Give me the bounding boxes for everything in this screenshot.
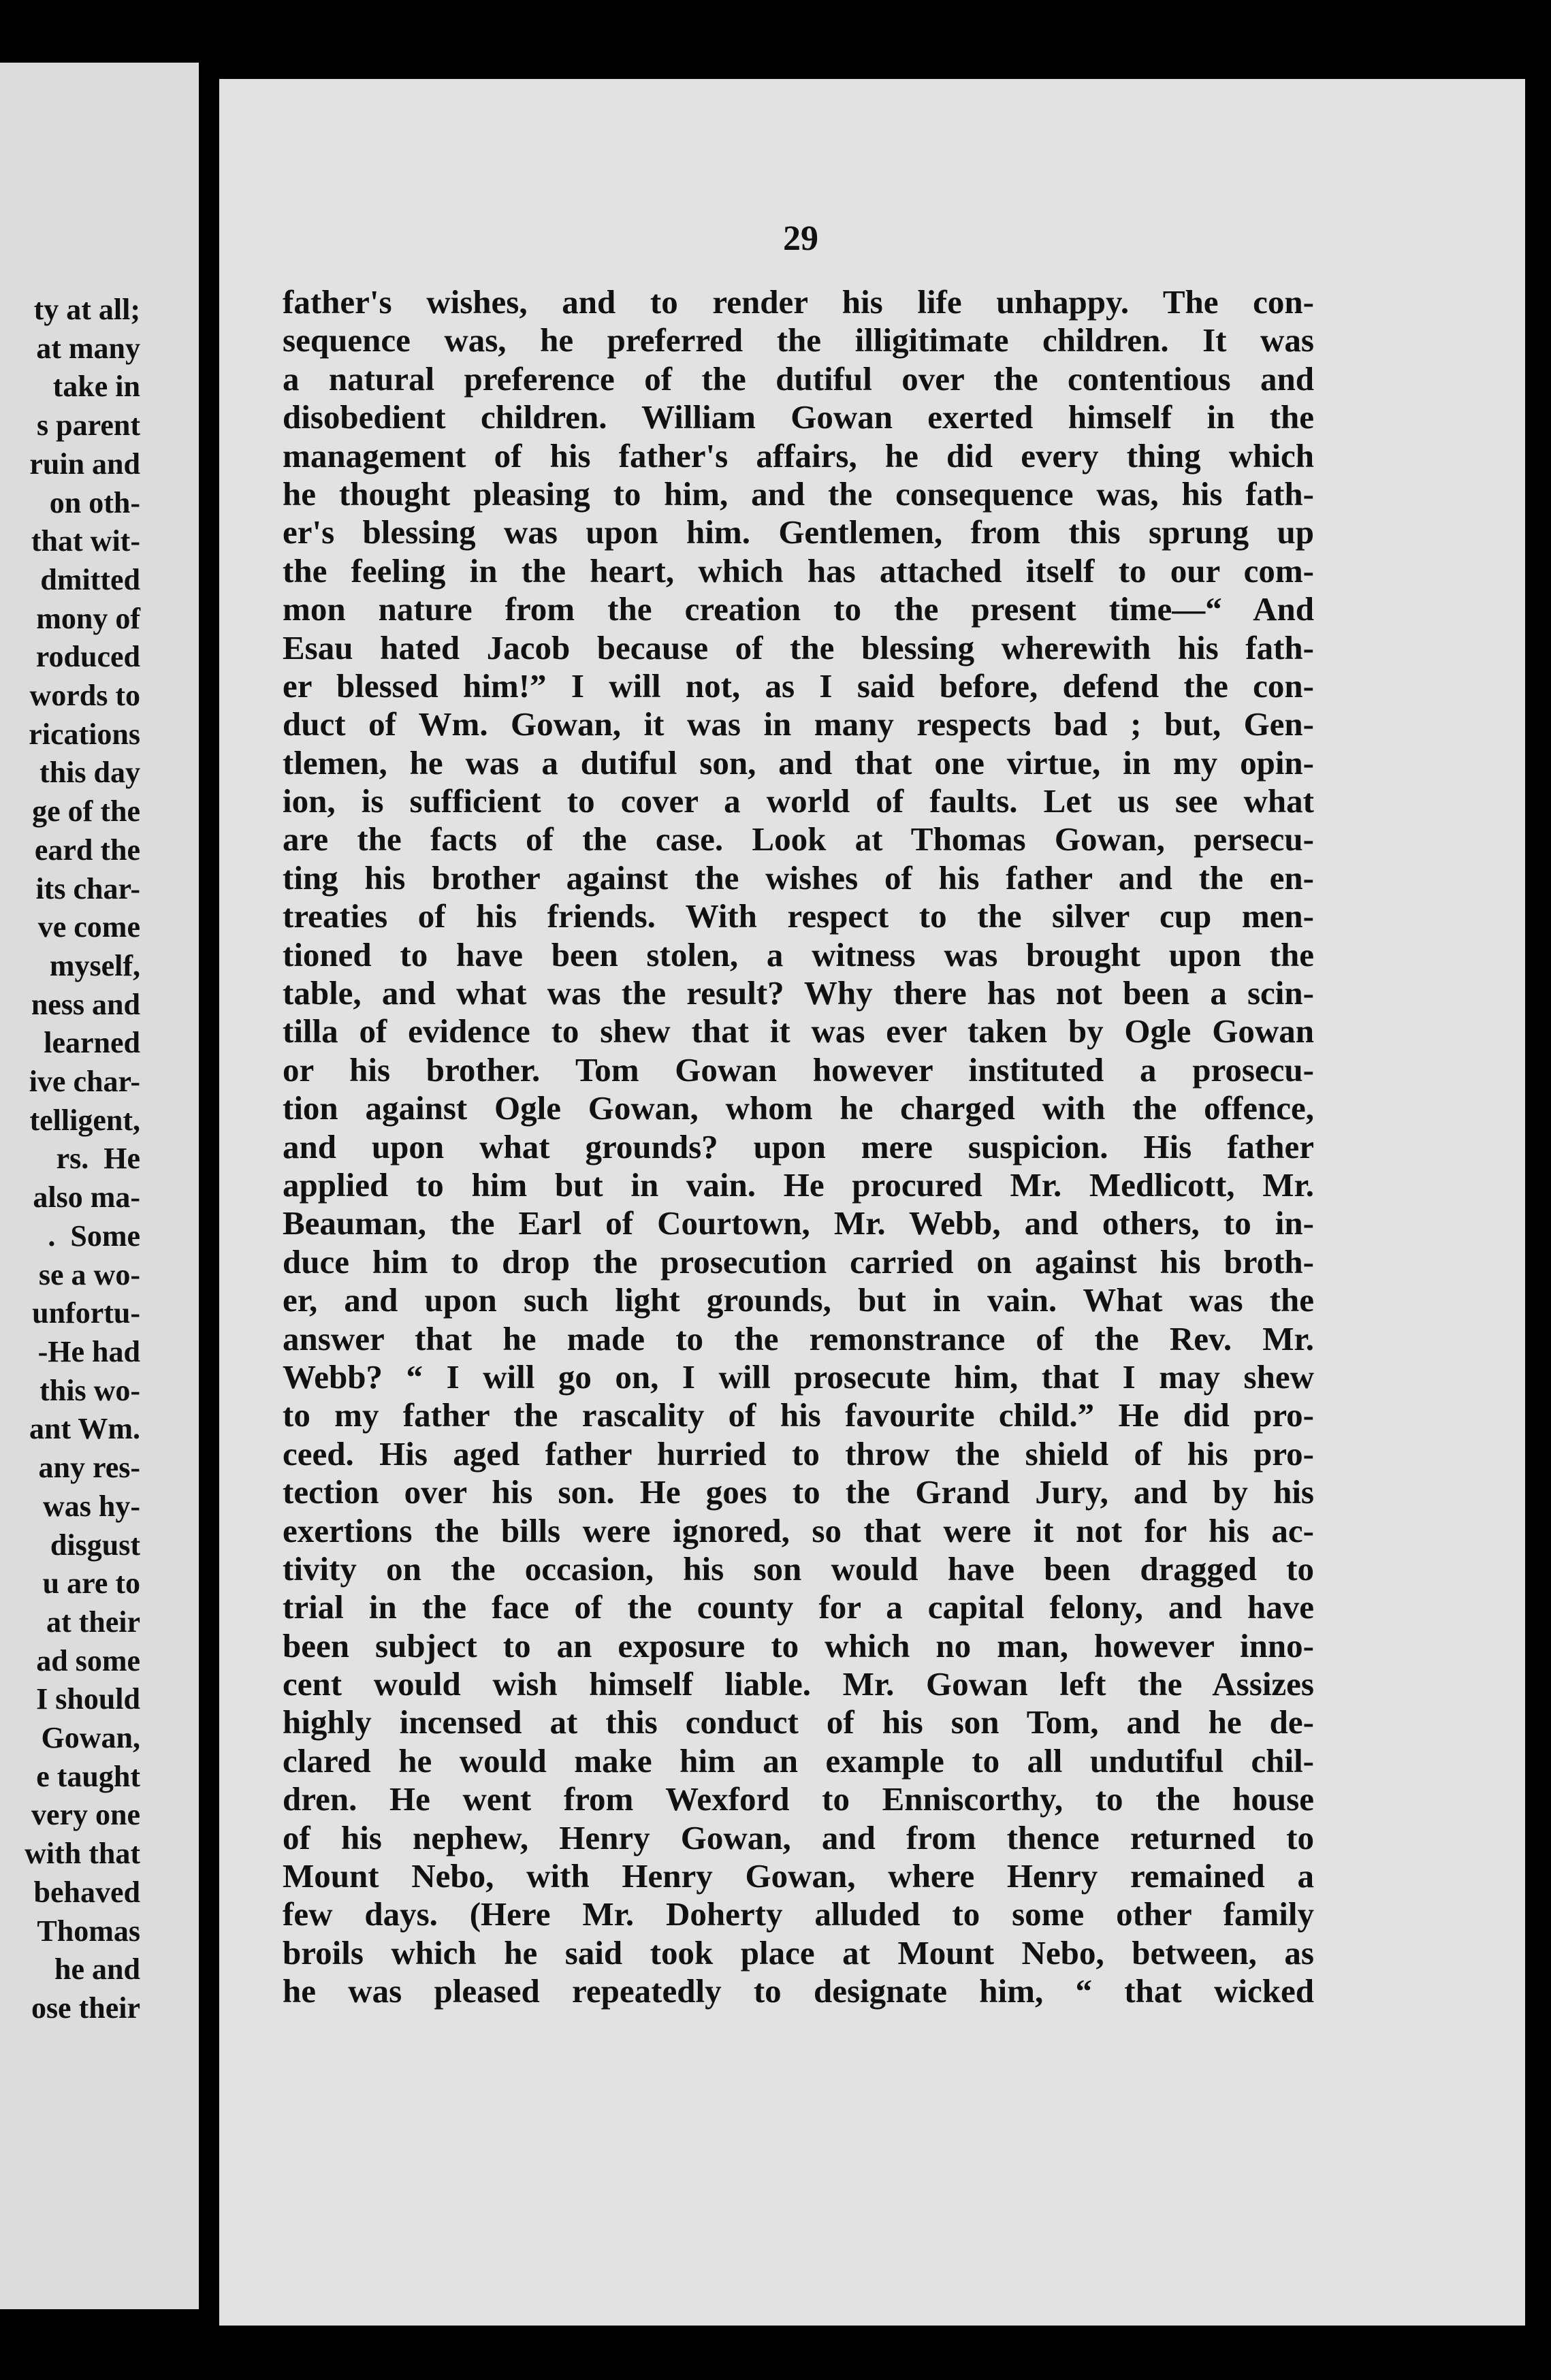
text-line: er, and upon such light grounds, but in vain. What was the <box>283 1281 1314 1319</box>
facing-page-line: words to <box>29 679 140 713</box>
facing-page-line: ty at all; <box>33 293 140 326</box>
facing-page-line: was hy- <box>42 1489 140 1523</box>
facing-page-line: ge of the <box>32 794 140 829</box>
text-line: Webb? “ I will go on, I will prosecute him, that I may shew <box>283 1357 1314 1396</box>
text-line: management of his father's affairs, he did every thing which <box>283 436 1314 475</box>
text-line: the feeling in the heart, which has attached itself to our com- <box>283 551 1314 590</box>
facing-page-line: this wo- <box>39 1373 140 1407</box>
text-line: of his nephew, Henry Gowan, and from thence returned to <box>283 1818 1314 1856</box>
text-line: duce him to drop the prosecution carried on against his broth- <box>283 1242 1314 1281</box>
facing-page-line: ose their <box>31 1991 140 2025</box>
facing-page-line: telligent, <box>29 1103 140 1137</box>
text-line: highly incensed at this conduct of his son Tom, and he de- <box>283 1703 1314 1741</box>
text-line: tioned to have been stolen, a witness was brought upon the <box>283 935 1314 974</box>
facing-page-line: ruin and <box>29 447 140 481</box>
text-line: disobedient children. William Gowan exerted himself in the <box>283 398 1314 436</box>
text-line: mon nature from the creation to the present time—“ And <box>283 590 1314 628</box>
text-line: sequence was, he preferred the illigitimate children. It was <box>283 321 1314 359</box>
facing-page-line: ant Wm. <box>29 1412 140 1446</box>
text-line: answer that he made to the remonstrance of the Rev. Mr. <box>283 1319 1314 1357</box>
facing-page-line: very one <box>31 1798 140 1832</box>
facing-page-line: ness and <box>31 987 140 1021</box>
text-line: or his brother. Tom Gowan however instituted a prosecu- <box>283 1050 1314 1089</box>
facing-page-line: also ma- <box>33 1180 140 1215</box>
text-line: Esau hated Jacob because of the blessing wherewith his fath- <box>283 628 1314 666</box>
text-line: ion, is sufficient to cover a world of faults. Let us see what <box>283 782 1314 820</box>
text-line: Mount Nebo, with Henry Gowan, where Henry remained a <box>283 1857 1314 1895</box>
text-line: ceed. His aged father hurried to throw the shield of his pro- <box>283 1434 1314 1473</box>
text-line: ting his brother against the wishes of his father and the en- <box>283 858 1314 897</box>
facing-page-line: unfortu- <box>32 1296 140 1330</box>
facing-page-line: dmitted <box>40 562 140 596</box>
facing-page-line: ad some <box>36 1643 140 1677</box>
text-line: a natural preference of the dutiful over the contentious and <box>283 359 1314 398</box>
facing-page-line: u are to <box>42 1566 140 1601</box>
text-line: dren. He went from Wexford to Enniscorthy, to the house <box>283 1780 1314 1818</box>
facing-page-line: se a wo- <box>38 1257 140 1291</box>
facing-page-line: . Some <box>48 1219 140 1253</box>
facing-page-line: e taught <box>36 1759 140 1793</box>
text-line: tilla of evidence to shew that it was ever taken by Ogle Gowan <box>283 1012 1314 1050</box>
facing-page-line: this day <box>39 756 140 790</box>
facing-page-line: Gowan, <box>41 1721 140 1755</box>
facing-page-line: rs. He <box>56 1142 140 1176</box>
text-line: few days. (Here Mr. Doherty alluded to some other family <box>283 1895 1314 1933</box>
facing-page-line: any res- <box>38 1451 140 1485</box>
text-line: trial in the face of the county for a capital felony, and have <box>283 1588 1314 1626</box>
facing-page-fragment <box>0 63 199 2309</box>
text-line: tion against Ogle Gowan, whom he charged with the offence, <box>283 1089 1314 1127</box>
facing-page-line: learned <box>44 1026 140 1060</box>
facing-page-line: mony of <box>36 601 140 635</box>
facing-page-line: roduced <box>35 640 140 674</box>
text-line: treaties of his friends. With respect to the silver cup men- <box>283 897 1314 935</box>
facing-page-line: at their <box>46 1605 140 1639</box>
book-page <box>219 79 1525 2326</box>
text-line: exertions the bills were ignored, so that were it not for his ac- <box>283 1511 1314 1549</box>
facing-page-line: its char- <box>35 871 140 905</box>
text-line: cent would wish himself liable. Mr. Gowan left the Assizes <box>283 1665 1314 1703</box>
text-line: to my father the rascality of his favourite child.” He did pro- <box>283 1396 1314 1434</box>
facing-page-line: at many <box>36 331 140 365</box>
facing-page-line: s parent <box>37 408 140 443</box>
facing-page-line: ve come <box>37 910 140 944</box>
facing-page-line: ive char- <box>29 1065 140 1099</box>
facing-page-line: take in <box>52 370 140 404</box>
text-line: been subject to an exposure to which no man, however inno- <box>283 1626 1314 1665</box>
text-line: duct of Wm. Gowan, it was in many respects bad ; but, Gen- <box>283 705 1314 743</box>
text-line: applied to him but in vain. He procured Mr. Medlicott, Mr. <box>283 1165 1314 1204</box>
facing-page-line: rications <box>29 717 140 751</box>
text-line: Beauman, the Earl of Courtown, Mr. Webb, and others, to in- <box>283 1204 1314 1242</box>
text-line: father's wishes, and to render his life unhappy. The con- <box>283 283 1314 321</box>
facing-page-line: on oth- <box>49 485 140 519</box>
body-text <box>283 283 1314 2011</box>
facing-page-line: -He had <box>37 1334 140 1368</box>
text-line: tivity on the occasion, his son would have been dragged to <box>283 1549 1314 1588</box>
facing-page-line: Thomas <box>37 1914 140 1948</box>
text-line: table, and what was the result? Why there has not been a scin- <box>283 974 1314 1012</box>
text-line: tection over his son. He goes to the Grand Jury, and by his <box>283 1473 1314 1511</box>
text-line: clared he would make him an example to all undutiful chil- <box>283 1741 1314 1780</box>
text-line: er's blessing was upon him. Gentlemen, from this sprung up <box>283 513 1314 551</box>
facing-page-line: disgust <box>50 1528 140 1562</box>
facing-page-line: with that <box>25 1837 140 1871</box>
facing-page-line: behaved <box>33 1875 140 1909</box>
facing-page-line: he and <box>54 1952 140 1987</box>
text-line: he was pleased repeatedly to designate him, “ that wicked <box>283 1972 1314 2010</box>
text-line: broils which he said took place at Mount Nebo, between, as <box>283 1933 1314 1972</box>
facing-page-line: that wit- <box>31 524 140 558</box>
text-line: he thought pleasing to him, and the consequence was, his fath- <box>283 475 1314 513</box>
facing-page-line: myself, <box>49 948 140 982</box>
facing-page-text <box>25 291 140 2028</box>
text-line: tlemen, he was a dutiful son, and that one virtue, in my opin- <box>283 743 1314 782</box>
facing-page-line: I should <box>36 1682 140 1716</box>
page-number: 29 <box>783 219 818 258</box>
facing-page-line: eard the <box>34 833 140 867</box>
text-line: and upon what grounds? upon mere suspicion. His father <box>283 1127 1314 1165</box>
text-line: er blessed him!” I will not, as I said before, defend the con- <box>283 666 1314 705</box>
text-line: are the facts of the case. Look at Thomas Gowan, persecu- <box>283 820 1314 858</box>
